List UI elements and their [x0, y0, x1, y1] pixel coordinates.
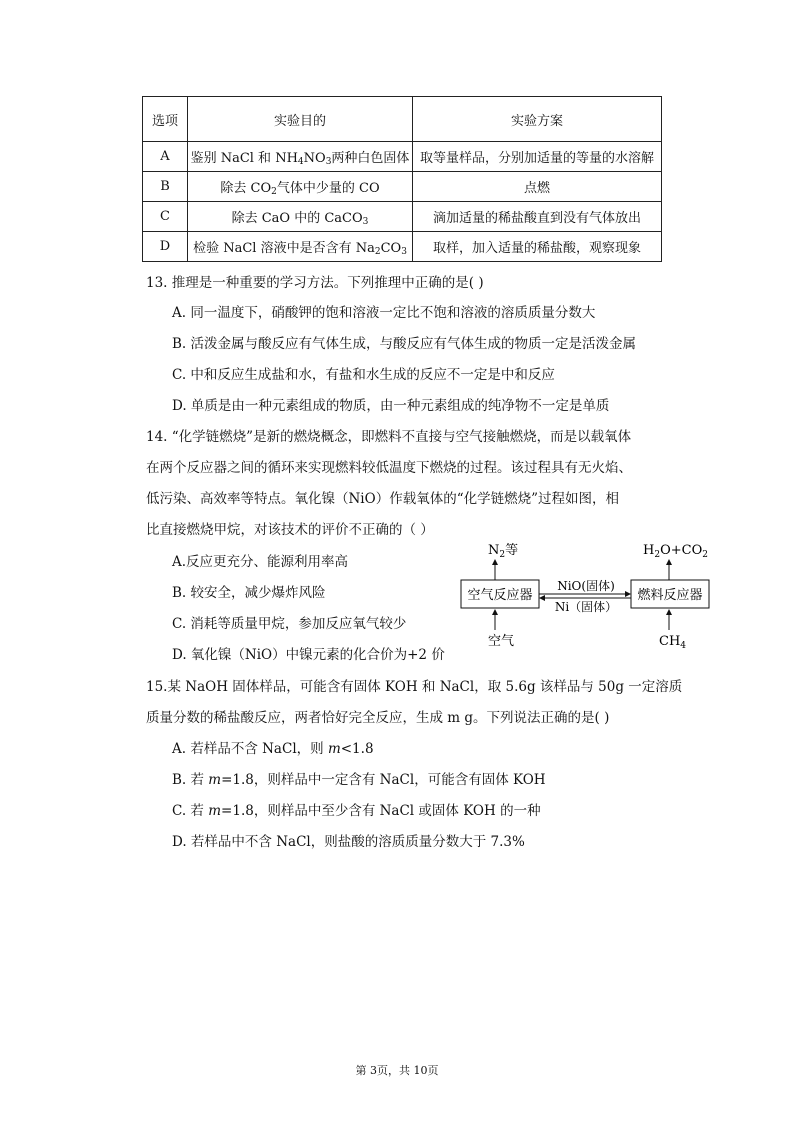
row-option: D [143, 232, 188, 262]
row-option: A [143, 142, 188, 172]
q14-stem-line-1: 14. “化学链燃烧”是新的燃烧概念，即燃料不直接与空气接触燃烧，而是以载氧体 [146, 429, 632, 445]
header-option: 选项 [143, 97, 188, 142]
ch4-label: $CH_4$ [659, 634, 687, 651]
q13-stem: 13. 推理是一种重要的学习方法。下列推理中正确的是( ) [146, 275, 484, 291]
q15-option-a: A. 若样品不含 NaCl，则 m<1.8 [172, 741, 374, 757]
row-plan: 取等量样品，分别加适量的等量的水溶解 [413, 142, 662, 172]
q13-option-b: B. 活泼金属与酸反应有气体生成，与酸反应有气体生成的物质一定是活泼金属 [172, 336, 637, 352]
q14-stem-line-3: 低污染、高效率等特点。氧化镍（NiO）作载氧体的“化学链燃烧”过程如图，相 [146, 491, 619, 507]
q15-option-b: B. 若 m=1.8，则样品中一定含有 NaCl，可能含有固体 KOH [172, 772, 546, 788]
n2-label: $N_2$等 [488, 543, 519, 560]
row-purpose: 检验 NaCl 溶液中是否含有 $Na_2CO_3$ [188, 232, 413, 262]
row-purpose: 除去 CaO 中的 CaCO$_3$ [188, 202, 413, 232]
q13-option-a: A. 同一温度下，硝酸钾的饱和溶液一定比不饱和溶液的溶质质量分数大 [172, 305, 596, 321]
air-reactor-label: 空气反应器 [467, 588, 533, 603]
q14-stem-line-2: 在两个反应器之间的循环来实现燃料较低温度下燃烧的过程。该过程具有无火焰、 [146, 460, 632, 476]
q14-option-b: B. 较安全，减少爆炸风险 [172, 585, 326, 601]
air-label: 空气 [488, 634, 515, 649]
q13-option-d: D. 单质是由一种元素组成的物质，由一种元素组成的纯净物不一定是单质 [172, 398, 610, 414]
table-header-row [143, 97, 662, 142]
table-row [143, 172, 662, 202]
chemical-looping-diagram [455, 538, 725, 653]
row-purpose: 除去 $CO_2$气体中少量的 CO [188, 172, 413, 202]
q14-option-a: A.反应更充分、能源利用率高 [172, 554, 349, 570]
row-plan: 点燃 [413, 172, 662, 202]
ni-label: Ni（固体） [554, 600, 618, 614]
q15-stem-line-2: 质量分数的稀盐酸反应，两者恰好完全反应，生成 m g。下列说法正确的是( ) [146, 710, 610, 726]
q13-option-c: C. 中和反应生成盐和水，有盐和水生成的反应不一定是中和反应 [172, 367, 555, 383]
table-row [143, 232, 662, 262]
row-option: C [143, 202, 188, 232]
table-row [143, 202, 662, 232]
experiment-table [142, 96, 662, 262]
q14-option-c: C. 消耗等质量甲烷，参加反应氧气较少 [172, 616, 407, 632]
h2o-co2-label: $H_2O+CO_2$ [643, 543, 708, 560]
row-option: B [143, 172, 188, 202]
row-plan: 取样，加入适量的稀盐酸，观察现象 [413, 232, 662, 262]
row-purpose: 鉴别 NaCl 和 $NH_4NO_3$两种白色固体 [188, 142, 413, 172]
q15-option-c: C. 若 m=1.8，则样品中至少含有 NaCl 或固体 KOH 的一种 [172, 803, 541, 819]
page-footer: 第 3页，共 10页 [355, 1064, 439, 1077]
q15-option-d: D. 若样品中不含 NaCl，则盐酸的溶质质量分数大于 7.3% [172, 834, 525, 850]
q15-stem-line-1: 15.某 NaOH 固体样品，可能含有固体 KOH 和 NaCl，取 5.6g 该样品与 50g 一定溶质 [146, 679, 683, 695]
row-plan: 滴加适量的稀盐酸直到没有气体放出 [413, 202, 662, 232]
q14-stem-line-4: 比直接燃烧甲烷，对该技术的评价不正确的（ ） [146, 522, 434, 538]
table-row [143, 142, 662, 172]
nio-label: NiO(固体) [557, 579, 615, 593]
header-plan: 实验方案 [413, 97, 662, 142]
fuel-reactor-label: 燃料反应器 [637, 588, 703, 603]
q14-option-d: D. 氧化镍（NiO）中镍元素的化合价为+2 价 [172, 647, 445, 663]
header-purpose: 实验目的 [188, 97, 413, 142]
